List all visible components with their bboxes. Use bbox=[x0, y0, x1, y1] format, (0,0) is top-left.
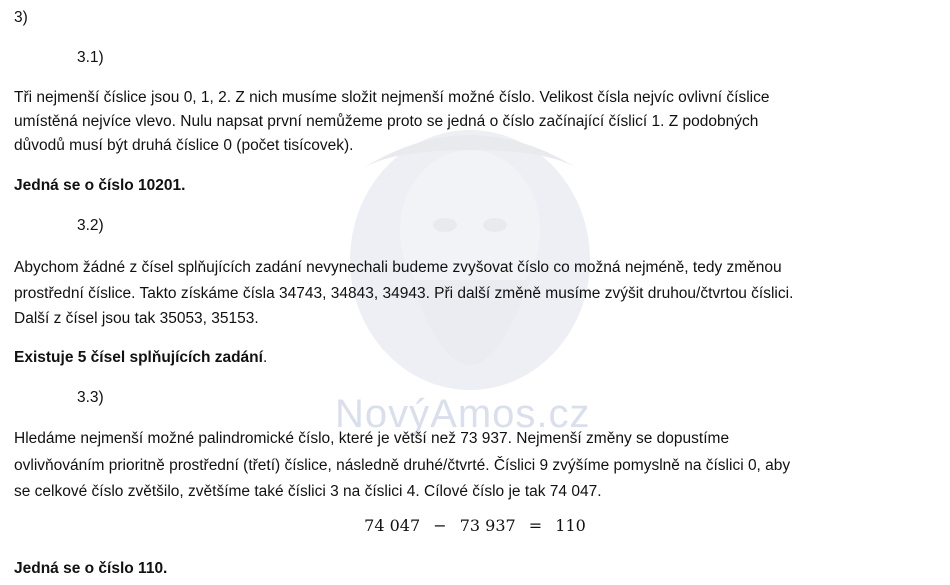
section-number: 3) bbox=[14, 9, 28, 26]
subsection-heading-3-3: 3.3) bbox=[77, 389, 104, 406]
answer-3-2-tail: . bbox=[262, 349, 268, 366]
equation-equals: = bbox=[528, 516, 543, 535]
paragraph-line: důvodů musí být druhá číslice 0 (počet tisícovek). bbox=[14, 137, 354, 154]
equation-operand-b: 73 937 bbox=[459, 516, 516, 535]
equation-result: 110 bbox=[555, 516, 586, 535]
paragraph-line: ovlivňováním prioritně prostřední (třetí) číslice, následně druhé/čtvrté. Číslici 9 zvýšíme pomyslně na číslici 0, aby bbox=[14, 457, 791, 474]
answer-3-1: Jedná se o číslo 10201. bbox=[14, 177, 186, 194]
paragraph-line: umístěná nejvíce vlevo. Nulu napsat první nemůžeme proto se jedná o číslo začínající číslicí 1. Z podobných bbox=[14, 113, 759, 130]
paragraph-line: Tři nejmenší číslice jsou 0, 1, 2. Z nich musíme složit nejmenší možné číslo. Velikost čísla nejvíc ovlivní číslice bbox=[14, 89, 770, 106]
answer-3-3: Jedná se o číslo 110. bbox=[14, 560, 168, 577]
paragraph-line: prostřední číslice. Takto získáme čísla 34743, 34843, 34943. Při další změně musíme zvýšit druhou/čtvrtou číslici. bbox=[14, 285, 794, 302]
paragraph-line: Další z čísel jsou tak 35053, 35153. bbox=[14, 310, 259, 327]
watermark-text: NovýAmos.cz bbox=[335, 392, 591, 436]
subsection-heading-3-1: 3.1) bbox=[77, 49, 104, 66]
equation bbox=[0, 516, 950, 535]
answer-3-2 bbox=[14, 346, 267, 369]
subsection-heading-3-2: 3.2) bbox=[77, 217, 104, 234]
equation-operand-a: 74 047 bbox=[364, 516, 421, 535]
paragraph-line: se celkové číslo zvětšilo, zvětšíme také číslici 3 na číslici 4. Cílové číslo je tak 74 047. bbox=[14, 483, 602, 500]
equation-minus: − bbox=[433, 516, 447, 535]
paragraph-line: Abychom žádné z čísel splňujících zadání nevynechali budeme zvyšovat číslo co možná nejméně, tedy změnou bbox=[14, 259, 782, 276]
paragraph-line: Hledáme nejmenší možné palindromické číslo, které je větší než 73 937. Nejmenší změny se dopustíme bbox=[14, 430, 730, 447]
answer-3-2-bold: Existuje 5 čísel splňujících zadání bbox=[14, 349, 263, 366]
